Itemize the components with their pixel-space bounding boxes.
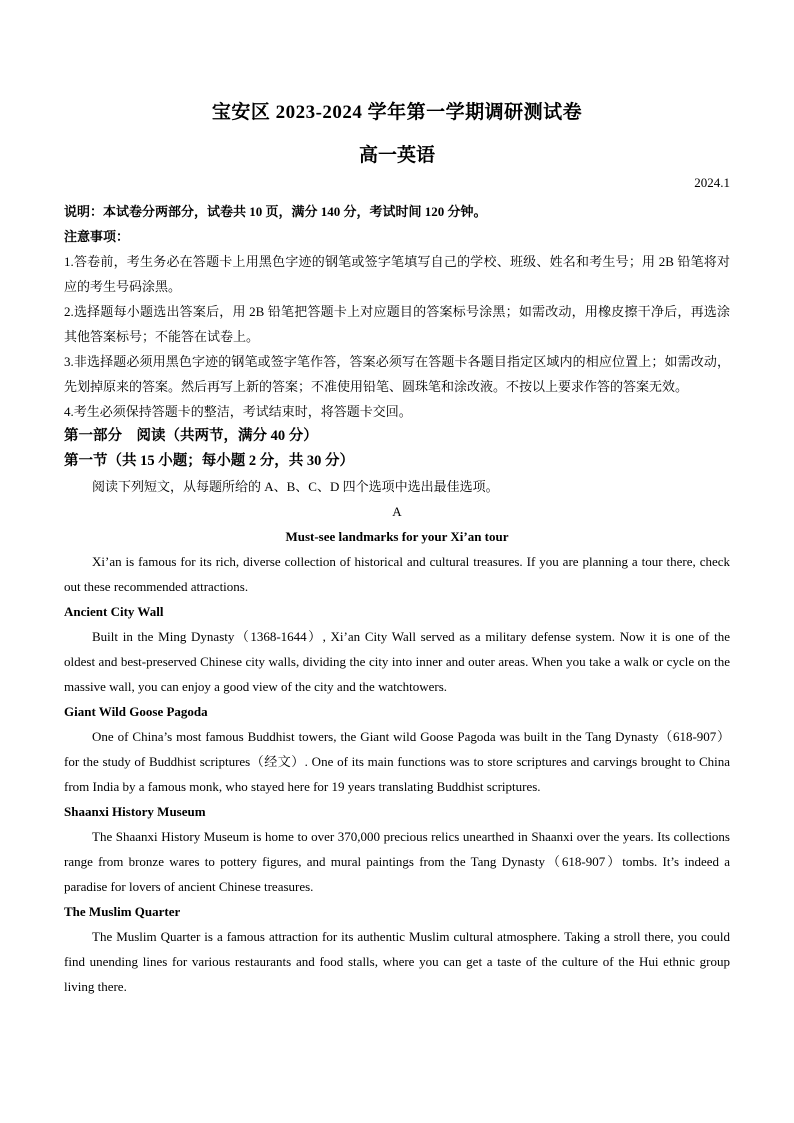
- instruction-item-3: 3.非选择题必须用黑色字迹的钢笔或签字笔作答，答案必须写在答题卡各题目指定区域内的相应位置上；如需改动，先划掉原来的答案。然后再写上新的答案；不准使用铅笔、圆珠笔和涂改液。不按以上要求作答的答案无效。: [64, 354, 730, 394]
- instruction-item-1: 1.答卷前，考生务必在答题卡上用黑色字迹的钢笔或签字笔填写自己的学校、班级、姓名和考生号；用 2B 铅笔将对应的考生号码涂黑。: [64, 254, 730, 294]
- passage-intro: Xi’an is famous for its rich, diverse collection of historical and cultural treasures. If you are planning a tour there, check out these recommended attractions.: [64, 554, 730, 594]
- section-text-museum: The Shaanxi History Museum is home to over 370,000 precious relics unearthed in Shaanxi over the years. Its collections range from bronze wares to pottery figures, and mural paintings from the Tang Dynasty（618-907）tombs. It’s indeed a paradise for lovers of ancient Chinese treasures.: [64, 829, 730, 894]
- instruction-item-2: 2.选择题每小题选出答案后，用 2B 铅笔把答题卡上对应题目的答案标号涂黑；如需改动，用橡皮擦干净后，再选涂其他答案标号；不能答在试卷上。: [64, 304, 730, 344]
- section-heading-city-wall: Ancient City Wall: [64, 604, 164, 619]
- section-text-muslim-quarter: The Muslim Quarter is a famous attraction for its authentic Muslim cultural atmosphere. Taking a stroll there, you could find unending lines for various restaurants and food stalls, where you can get a taste of the culture of the Hui ethnic group living there.: [64, 929, 730, 994]
- part1-heading: 第一部分 阅读（共两节，满分 40 分）: [64, 428, 318, 444]
- passage-title: Must-see landmarks for your Xi’an tour: [285, 529, 509, 544]
- section-heading-pagoda: Giant Wild Goose Pagoda: [64, 704, 208, 719]
- instruction-item-4: 4.考生必须保持答题卡的整洁，考试结束时，将答题卡交回。: [64, 404, 412, 419]
- section-heading-museum: Shaanxi History Museum: [64, 804, 206, 819]
- exam-title: 宝安区 2023-2024 学年第一学期调研测试卷: [211, 102, 583, 123]
- reading-direction: 阅读下列短文，从每题所给的 A、B、C、D 四个选项中选出最佳选项。: [92, 479, 499, 494]
- section-text-pagoda: One of China’s most famous Buddhist towers, the Giant wild Goose Pagoda was built in the Tang Dynasty（618-907）for the study of Buddhist scriptures（经文）. One of its main functions was to store scriptures and carvings brought to China from India by a famous monk, who stayed here for 19 years translating Buddhist scriptures.: [64, 729, 730, 794]
- exam-note: 说明：本试卷分两部分，试卷共 10 页，满分 140 分，考试时间 120 分钟。: [64, 204, 487, 219]
- instructions-heading: 注意事项：: [64, 229, 130, 244]
- passage-letter: A: [392, 504, 402, 519]
- section-heading-muslim-quarter: The Muslim Quarter: [64, 904, 181, 919]
- section-text-city-wall: Built in the Ming Dynasty（1368-1644）, Xi’an City Wall served as a military defense system. Now it is one of the oldest and best-preserved Chinese city walls, dividing the city into inner and outer areas. When you take a walk or cycle on the massive wall, you can enjoy a good view of the city and the watchtowers.: [64, 629, 730, 694]
- exam-content: [64, 199, 730, 999]
- section1-heading: 第一节（共 15 小题；每小题 2 分，共 30 分）: [64, 453, 354, 469]
- exam-date: 2024.1: [694, 175, 730, 190]
- exam-subtitle: 高一英语: [358, 145, 435, 166]
